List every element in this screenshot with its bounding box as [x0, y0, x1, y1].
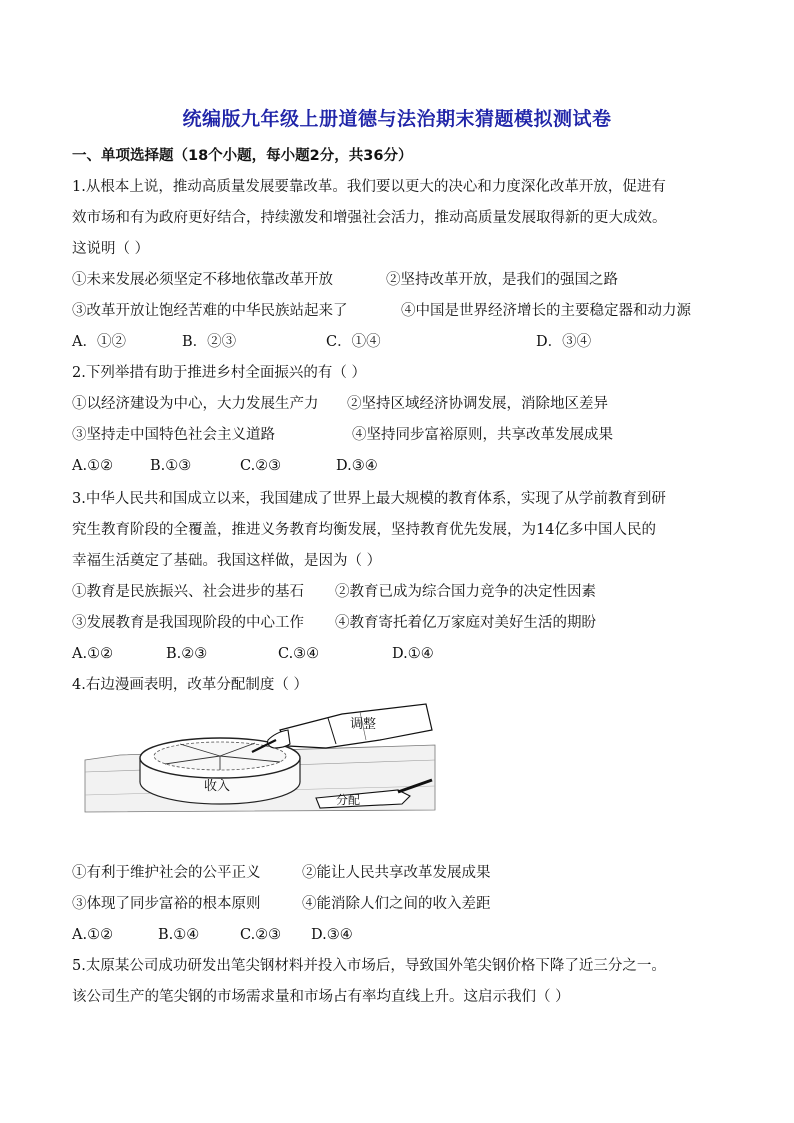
q4-statement-2: ②能让人民共享改革发展成果	[302, 865, 491, 881]
q4-option-d: D.③④	[311, 927, 353, 943]
q3-stem-line-2: 究生教育阶段的全覆盖，推进义务教育均衡发展，坚持教育优先发展，为14亿多中国人民的	[72, 522, 656, 538]
q1-statement-1: ①未来发展必须坚定不移地依靠改革开放	[72, 272, 333, 288]
q1-option-d: D．③④	[536, 334, 592, 350]
q4-option-b: B.①④	[158, 927, 200, 943]
q4-statement-3: ③体现了同步富裕的根本原则	[72, 896, 261, 912]
q3-option-b: B.②③	[166, 646, 208, 662]
q2-option-b: B.①③	[150, 458, 192, 474]
q3-option-a: A.①②	[72, 646, 114, 662]
q1-option-a: A．①②	[72, 334, 126, 350]
cartoon-label-cake: 收入	[204, 779, 231, 794]
q1-stem-line-3: 这说明（ ）	[72, 241, 150, 257]
q1-option-b: B．②③	[182, 334, 237, 350]
q2-statement-4: ④坚持同步富裕原则，共享改革发展成果	[352, 427, 613, 443]
q3-statement-3: ③发展教育是我国现阶段的中心工作	[72, 615, 304, 631]
cartoon-label-top: 调整	[350, 717, 377, 732]
q1-statement-3: ③改革开放让饱经苦难的中华民族站起来了	[72, 303, 348, 319]
q3-statement-1: ①教育是民族振兴、社会进步的基石	[72, 584, 304, 600]
cartoon-label-knife: 分配	[336, 793, 361, 807]
q3-option-c: C.③④	[278, 646, 320, 662]
page-title: 统编版九年级上册道德与法治期末猜题模拟测试卷	[182, 108, 612, 130]
q4-statement-1: ①有利于维护社会的公平正义	[72, 865, 261, 881]
q3-stem-line-1: 3.中华人民共和国成立以来，我国建成了世界上最大规模的教育体系，实现了从学前教育到研	[72, 491, 666, 507]
q2-option-d: D.③④	[336, 458, 378, 474]
cartoon-illustration	[80, 700, 440, 820]
section-heading: 一、单项选择题（18个小题，每小题2分，共36分）	[72, 148, 413, 164]
q2-statement-1: ①以经济建设为中心，大力发展生产力	[72, 396, 319, 412]
q1-statement-2: ②坚持改革开放，是我们的强国之路	[386, 272, 618, 288]
q4-option-c: C.②③	[240, 927, 282, 943]
q1-stem-line-1: 1.从根本上说，推动高质量发展要靠改革。我们要以更大的决心和力度深化改革开放，促进有	[72, 179, 666, 195]
q3-option-d: D.①④	[392, 646, 434, 662]
q3-stem-line-3: 幸福生活奠定了基础。我国这样做，是因为（ ）	[72, 553, 382, 569]
q2-option-c: C.②③	[240, 458, 282, 474]
q2-statement-2: ②坚持区域经济协调发展，消除地区差异	[347, 396, 608, 412]
q4-stem-line-1: 4.右边漫画表明，改革分配制度（ ）	[72, 677, 308, 693]
q3-statement-4: ④教育寄托着亿万家庭对美好生活的期盼	[335, 615, 596, 631]
q4-statement-4: ④能消除人们之间的收入差距	[302, 896, 491, 912]
q2-stem-line-1: 2.下列举措有助于推进乡村全面振兴的有（ ）	[72, 365, 366, 381]
q3-statement-2: ②教育已成为综合国力竞争的决定性因素	[335, 584, 596, 600]
q5-stem-line-2: 该公司生产的笔尖钢的市场需求量和市场占有率均直线上升。这启示我们（ ）	[72, 989, 570, 1005]
q4-option-a: A.①②	[72, 927, 114, 943]
q5-stem-line-1: 5.太原某公司成功研发出笔尖钢材料并投入市场后，导致国外笔尖钢价格下降了近三分之一。	[72, 958, 666, 974]
q1-option-c: C．①④	[326, 334, 381, 350]
q2-option-a: A.①②	[72, 458, 114, 474]
q1-statement-4: ④中国是世界经济增长的主要稳定器和动力源	[401, 303, 691, 319]
q1-stem-line-2: 效市场和有为政府更好结合，持续激发和增强社会活力，推动高质量发展取得新的更大成效。	[72, 210, 667, 226]
q2-statement-3: ③坚持走中国特色社会主义道路	[72, 427, 275, 443]
